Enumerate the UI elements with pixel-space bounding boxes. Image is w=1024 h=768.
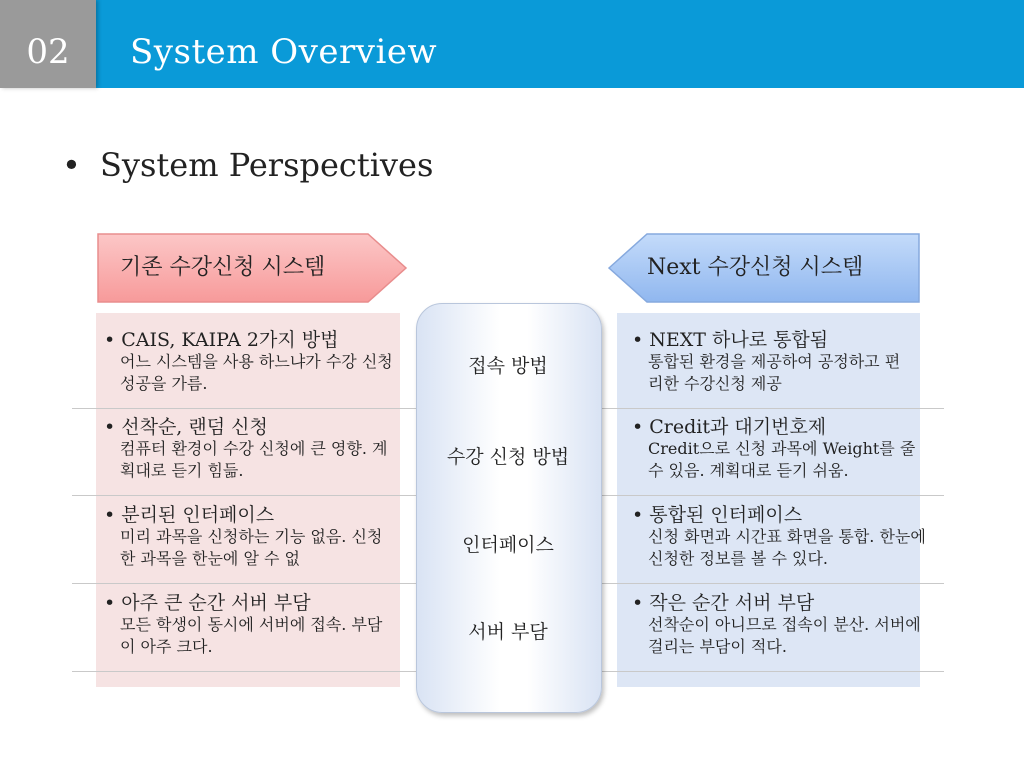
cell-heading: • 통합된 인터페이스 (632, 504, 803, 526)
cell-body: 어느 시스템을 사용 하느냐가 수강 신청 성공을 가름. (120, 352, 393, 393)
next-server-cell (632, 592, 932, 658)
cell-heading: • Credit과 대기번호제 (632, 416, 827, 438)
bullet-dot: • (62, 146, 81, 184)
next-registration-cell (632, 416, 932, 482)
criteria-server-load: 서버 부담 (468, 621, 548, 643)
bullet-text: System Perspectives (100, 146, 434, 184)
cell-heading: • 아주 큰 순간 서버 부담 (104, 592, 311, 614)
cell-body: 선착순이 아니므로 접속이 분산. 서버에 걸리는 부담이 적다. (648, 615, 921, 656)
cell-body: 통합된 환경을 제공하여 공정하고 편리한 수강신청 제공 (648, 352, 901, 393)
next-access-cell (632, 329, 912, 395)
criteria-registration-method: 수강 신청 방법 (446, 446, 570, 468)
cell-heading: • 분리된 인터페이스 (104, 504, 275, 526)
legacy-registration-cell (104, 416, 394, 482)
cell-heading: • 작은 순간 서버 부담 (632, 592, 815, 614)
cell-heading: • CAIS, KAIPA 2가지 방법 (104, 329, 339, 351)
cell-body: 컴퓨터 환경이 수강 신청에 큰 영향. 계획대로 듣기 힘듦. (120, 439, 388, 480)
cell-body: Credit으로 신청 과목에 Weight를 줄 수 있음. 계획대로 듣기 쉬움. (648, 439, 916, 480)
legacy-interface-cell (104, 504, 394, 570)
legacy-system-label: 기존 수강신청 시스템 (120, 255, 326, 280)
legacy-system-arrow (96, 232, 408, 304)
criteria-interface: 인터페이스 (462, 534, 554, 556)
next-system-label: Next 수강신청 시스템 (647, 255, 864, 280)
cell-heading: • 선착순, 랜덤 신청 (104, 416, 268, 438)
cell-body: 신청 화면과 시간표 화면을 통합. 한눈에 신청한 정보를 볼 수 있다. (648, 527, 926, 568)
cell-body: 모든 학생이 동시에 서버에 접속. 부담이 아주 크다. (120, 615, 383, 656)
cell-heading: • NEXT 하나로 통합됨 (632, 329, 829, 351)
next-system-arrow (607, 232, 921, 304)
next-interface-cell (632, 504, 944, 570)
section-number: 02 (0, 0, 96, 88)
page-title: System Overview (130, 32, 438, 72)
criteria-access-method: 접속 방법 (468, 355, 548, 377)
cell-body: 미리 과목을 신청하는 기능 없음. 신청한 과목을 한눈에 알 수 없 (120, 527, 383, 568)
legacy-access-cell (104, 329, 394, 395)
bullet-item (62, 146, 433, 184)
legacy-server-cell (104, 592, 394, 658)
